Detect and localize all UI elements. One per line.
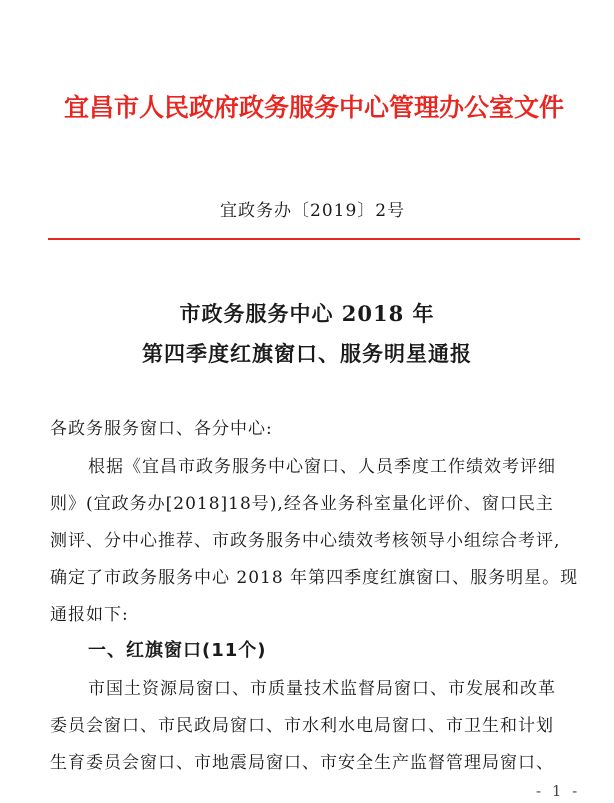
paragraph-line: 通报如下:: [50, 605, 129, 625]
section-heading: 一、红旗窗口(11个): [88, 640, 267, 661]
document-number: 宜政务办〔2019〕2号: [220, 201, 406, 221]
salutation: 各政务服务窗口、各分中心:: [50, 419, 273, 439]
paragraph-line: 确定了市政务服务中心 2018 年第四季度红旗窗口、服务明星。现: [50, 568, 579, 588]
paragraph-line: 委员会窗口、市民政局窗口、市水利水电局窗口、市卫生和计划: [50, 716, 554, 736]
red-divider: [48, 238, 580, 240]
title-line-1: 市政务服务中心 2018 年: [179, 301, 435, 326]
paragraph-line: 生育委员会窗口、市地震局窗口、市安全生产监督管理局窗口、: [50, 753, 554, 773]
document-header-title: 宜昌市人民政府政务服务中心管理办公室文件: [64, 93, 565, 122]
title-line-2: 第四季度红旗窗口、服务明星通报: [142, 341, 472, 366]
paragraph-line: 根据《宜昌市政务服务中心窗口、人员季度工作绩效考评细: [88, 457, 556, 477]
page-number: - 1 -: [536, 782, 581, 800]
paragraph-line: 则》(宜政务办[2018]18号),经各业务科室量化评价、窗口民主: [50, 494, 554, 514]
paragraph-line: 测评、分中心推荐、市政务服务中心绩效考核领导小组综合考评,: [50, 531, 561, 551]
paragraph-line: 市国土资源局窗口、市质量技术监督局窗口、市发展和改革: [88, 679, 556, 699]
